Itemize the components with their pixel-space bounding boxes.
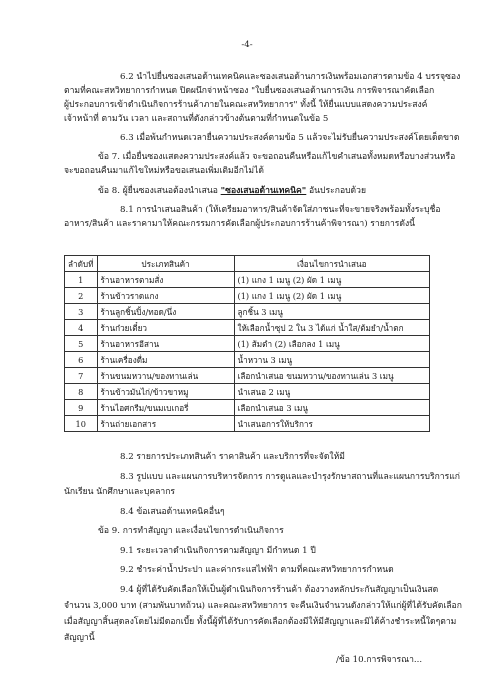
para-8-3-line-1: 8.3 รูปแบบ และแผนการบริหารจัดการ การดูแลและบำรุงรักษาสถานที่และแผนการบริการแก่ bbox=[120, 472, 460, 482]
table-row bbox=[65, 304, 430, 320]
header-condition: เงื่อนไขการนำเสนอ bbox=[234, 256, 429, 272]
row-condition: (1) แกง 1 เมนู (2) ผัด 1 เมนู bbox=[234, 272, 429, 288]
para-8-1-line-2: อาหาร/สินค้า และราคามาให้คณะกรรมการคัดเลือกผู้ประกอบการร้านค้าพิจารณา) รายการดังนี้ bbox=[64, 219, 416, 229]
para-6-2-line-1: 6.2 นำไปยื่นซองเสนอด้านเทคนิคและซองเสนอด้านการเงินพร้อมเอกสารตามข้อ 4 บรรจุซอง bbox=[120, 72, 461, 82]
table-row bbox=[65, 416, 430, 432]
para-9-2: 9.2 ชำระค่าน้ำประปา และค่ากระแสไฟฟ้า ตามที่คณะสหวิทยาการกำหนด bbox=[120, 565, 394, 575]
products-table bbox=[64, 255, 430, 432]
para-9-4-line-1: 9.4 ผู้ที่ได้รับคัดเลือกให้เป็นผู้ดำเนินกิจการร้านค้า ต้องวางหลักประกันสัญญาเป็นเงินสด bbox=[120, 585, 439, 595]
para-8-4: 8.4 ข้อเสนอด้านเทคนิคอื่นๆ bbox=[120, 507, 225, 517]
row-no: 1 bbox=[65, 272, 98, 288]
row-condition: ให้เลือกน้ำซุป 2 ใน 3 ได้แก่ น้ำใส/ต้มยำ/น้ำตก bbox=[234, 320, 429, 336]
para-9-heading: ข้อ 9. การทำสัญญา และเงื่อนไขการดำเนินกิจการ bbox=[98, 526, 284, 536]
para-6-2-line-3: ผู้ประกอบการเข้าดำเนินกิจการร้านค้าภายในคณะสหวิทยาการ" ทั้งนี้ ให้ยื่นแบบแสดงความประสงค์ bbox=[64, 100, 428, 110]
row-no: 3 bbox=[65, 304, 98, 320]
row-condition: น้ำหวาน 3 เมนู bbox=[234, 352, 429, 368]
row-condition: เลือกนำเสนอ 3 เมนู bbox=[234, 400, 429, 416]
para-7-line-1: ข้อ 7. เมื่อยื่นซองแสดงความประสงค์แล้ว จะขอถอนคืนหรือแก้ไขคำเสนอทั้งหมดหรือบางส่วนหรือ bbox=[98, 152, 456, 162]
para-8-heading bbox=[98, 186, 366, 197]
row-product: ร้านถ่ายเอกสาร bbox=[97, 416, 234, 432]
continuation-footer: /ข้อ 10.การพิจารณา... bbox=[336, 655, 423, 665]
table-row bbox=[65, 352, 430, 368]
para-8-prefix: ข้อ 8. ผู้ยื่นซองเสนอต้องนำเสนอ bbox=[98, 186, 218, 196]
table-row bbox=[65, 368, 430, 384]
header-product: ประเภทสินค้า bbox=[97, 256, 234, 272]
row-product: ร้านเครื่องดื่ม bbox=[97, 352, 234, 368]
table-row bbox=[65, 336, 430, 352]
row-condition: นำเสนอการให้บริการ bbox=[234, 416, 429, 432]
row-no: 6 bbox=[65, 352, 98, 368]
para-6-2-line-4: เจ้าหน้าที่ ตามวัน เวลา และสถานที่ดังกล่าวข้างต้นตามที่กำหนดในข้อ 5 bbox=[64, 114, 329, 124]
row-no: 8 bbox=[65, 384, 98, 400]
table-header-row bbox=[65, 256, 430, 272]
para-9-4-line-3: เมื่อสัญญาสิ้นสุดลงโดยไม่มีดอกเบี้ย ทั้งนี้ผู้ที่ได้รับการคัดเลือกต้องมีให้มีสัญญาและมิได้ค้างชำระหนี้ใดๆตาม bbox=[64, 617, 457, 627]
para-7-line-2: จะขอถอนคืนมาแก้ไขใหม่หรือขอเสนอเพิ่มเติมอีกไม่ได้ bbox=[64, 166, 264, 176]
table-row bbox=[65, 400, 430, 416]
row-product: ร้านข้าวมันไก่/ข้าวขาหมู bbox=[97, 384, 234, 400]
para-6-2-line-2: ตามที่คณะสหวิทยาการกำหนด ปิดผนึกจ่าหน้าซอง "ใบยื่นซองเสนอด้านการเงิน การพิจารณาคัดเลือก bbox=[64, 86, 435, 96]
row-product: ร้านอาหารอีสาน bbox=[97, 336, 234, 352]
row-condition: เลือกนำเสนอ ขนมหวาน/ของทานเล่น 3 เมนู bbox=[234, 368, 429, 384]
para-8-suffix: อันประกอบด้วย bbox=[309, 186, 366, 196]
row-product: ร้านไอศกรีม/ขนมเบเกอรี่ bbox=[97, 400, 234, 416]
row-no: 2 bbox=[65, 288, 98, 304]
para-8-underlined: "ซองเสนอด้านเทคนิค" bbox=[220, 186, 307, 196]
row-no: 10 bbox=[65, 416, 98, 432]
row-product: ร้านอาหารตามสั่ง bbox=[97, 272, 234, 288]
para-9-1: 9.1 ระยะเวลาดำเนินกิจการตามสัญญา มีกำหนด 1 ปี bbox=[120, 546, 316, 556]
table-row bbox=[65, 384, 430, 400]
para-9-4-line-2: จำนวน 3,000 บาท (สามพันบาทถ้วน) และคณะสหวิทยาการ จะคืนเงินจำนวนดังกล่าวให้แก่ผู้ที่ได้รับคัดเลือก bbox=[64, 601, 462, 611]
row-product: ร้านข้าวราดแกง bbox=[97, 288, 234, 304]
row-condition: นำเสนอ 2 เมนู bbox=[234, 384, 429, 400]
header-no: ลำดับที่ bbox=[65, 256, 98, 272]
row-no: 4 bbox=[65, 320, 98, 336]
row-product: ร้านขนมหวาน/ของทานเล่น bbox=[97, 368, 234, 384]
para-8-3-line-2: นักเรียน นักศึกษาและบุคลากร bbox=[64, 487, 176, 497]
para-6-3: 6.3 เมื่อพ้นกำหนดเวลายื่นความประสงค์ตามข้อ 5 แล้วจะไม่รับยื่นความประสงค์โดยเด็ดขาด bbox=[120, 133, 460, 143]
para-8-2: 8.2 รายการประเภทสินค้า ราคาสินค้า และบริการที่จะจัดให้มี bbox=[120, 452, 345, 462]
row-condition: (1) แกง 1 เมนู (2) ผัด 1 เมนู bbox=[234, 288, 429, 304]
row-no: 7 bbox=[65, 368, 98, 384]
table-row bbox=[65, 272, 430, 288]
table-row bbox=[65, 288, 430, 304]
para-9-4-line-4: สัญญานี้ bbox=[64, 633, 95, 643]
para-8-1-line-1: 8.1 การนำเสนอสินค้า (ให้เตรียมอาหาร/สินค้าจัดใส่ภาชนะที่จะขายจริงพร้อมทั้งระบุชื่อ bbox=[120, 205, 441, 215]
row-product: ร้านลูกชิ้นปิ้ง/ทอด/นึ่ง bbox=[97, 304, 234, 320]
row-no: 5 bbox=[65, 336, 98, 352]
table-row bbox=[65, 320, 430, 336]
page-number: -4- bbox=[241, 40, 253, 50]
row-condition: (1) ส้มตำ (2) เลือกลง 1 เมนู bbox=[234, 336, 429, 352]
row-no: 9 bbox=[65, 400, 98, 416]
row-condition: ลูกชิ้น 3 เมนู bbox=[234, 304, 429, 320]
row-product: ร้านก๋วยเตี๋ยว bbox=[97, 320, 234, 336]
